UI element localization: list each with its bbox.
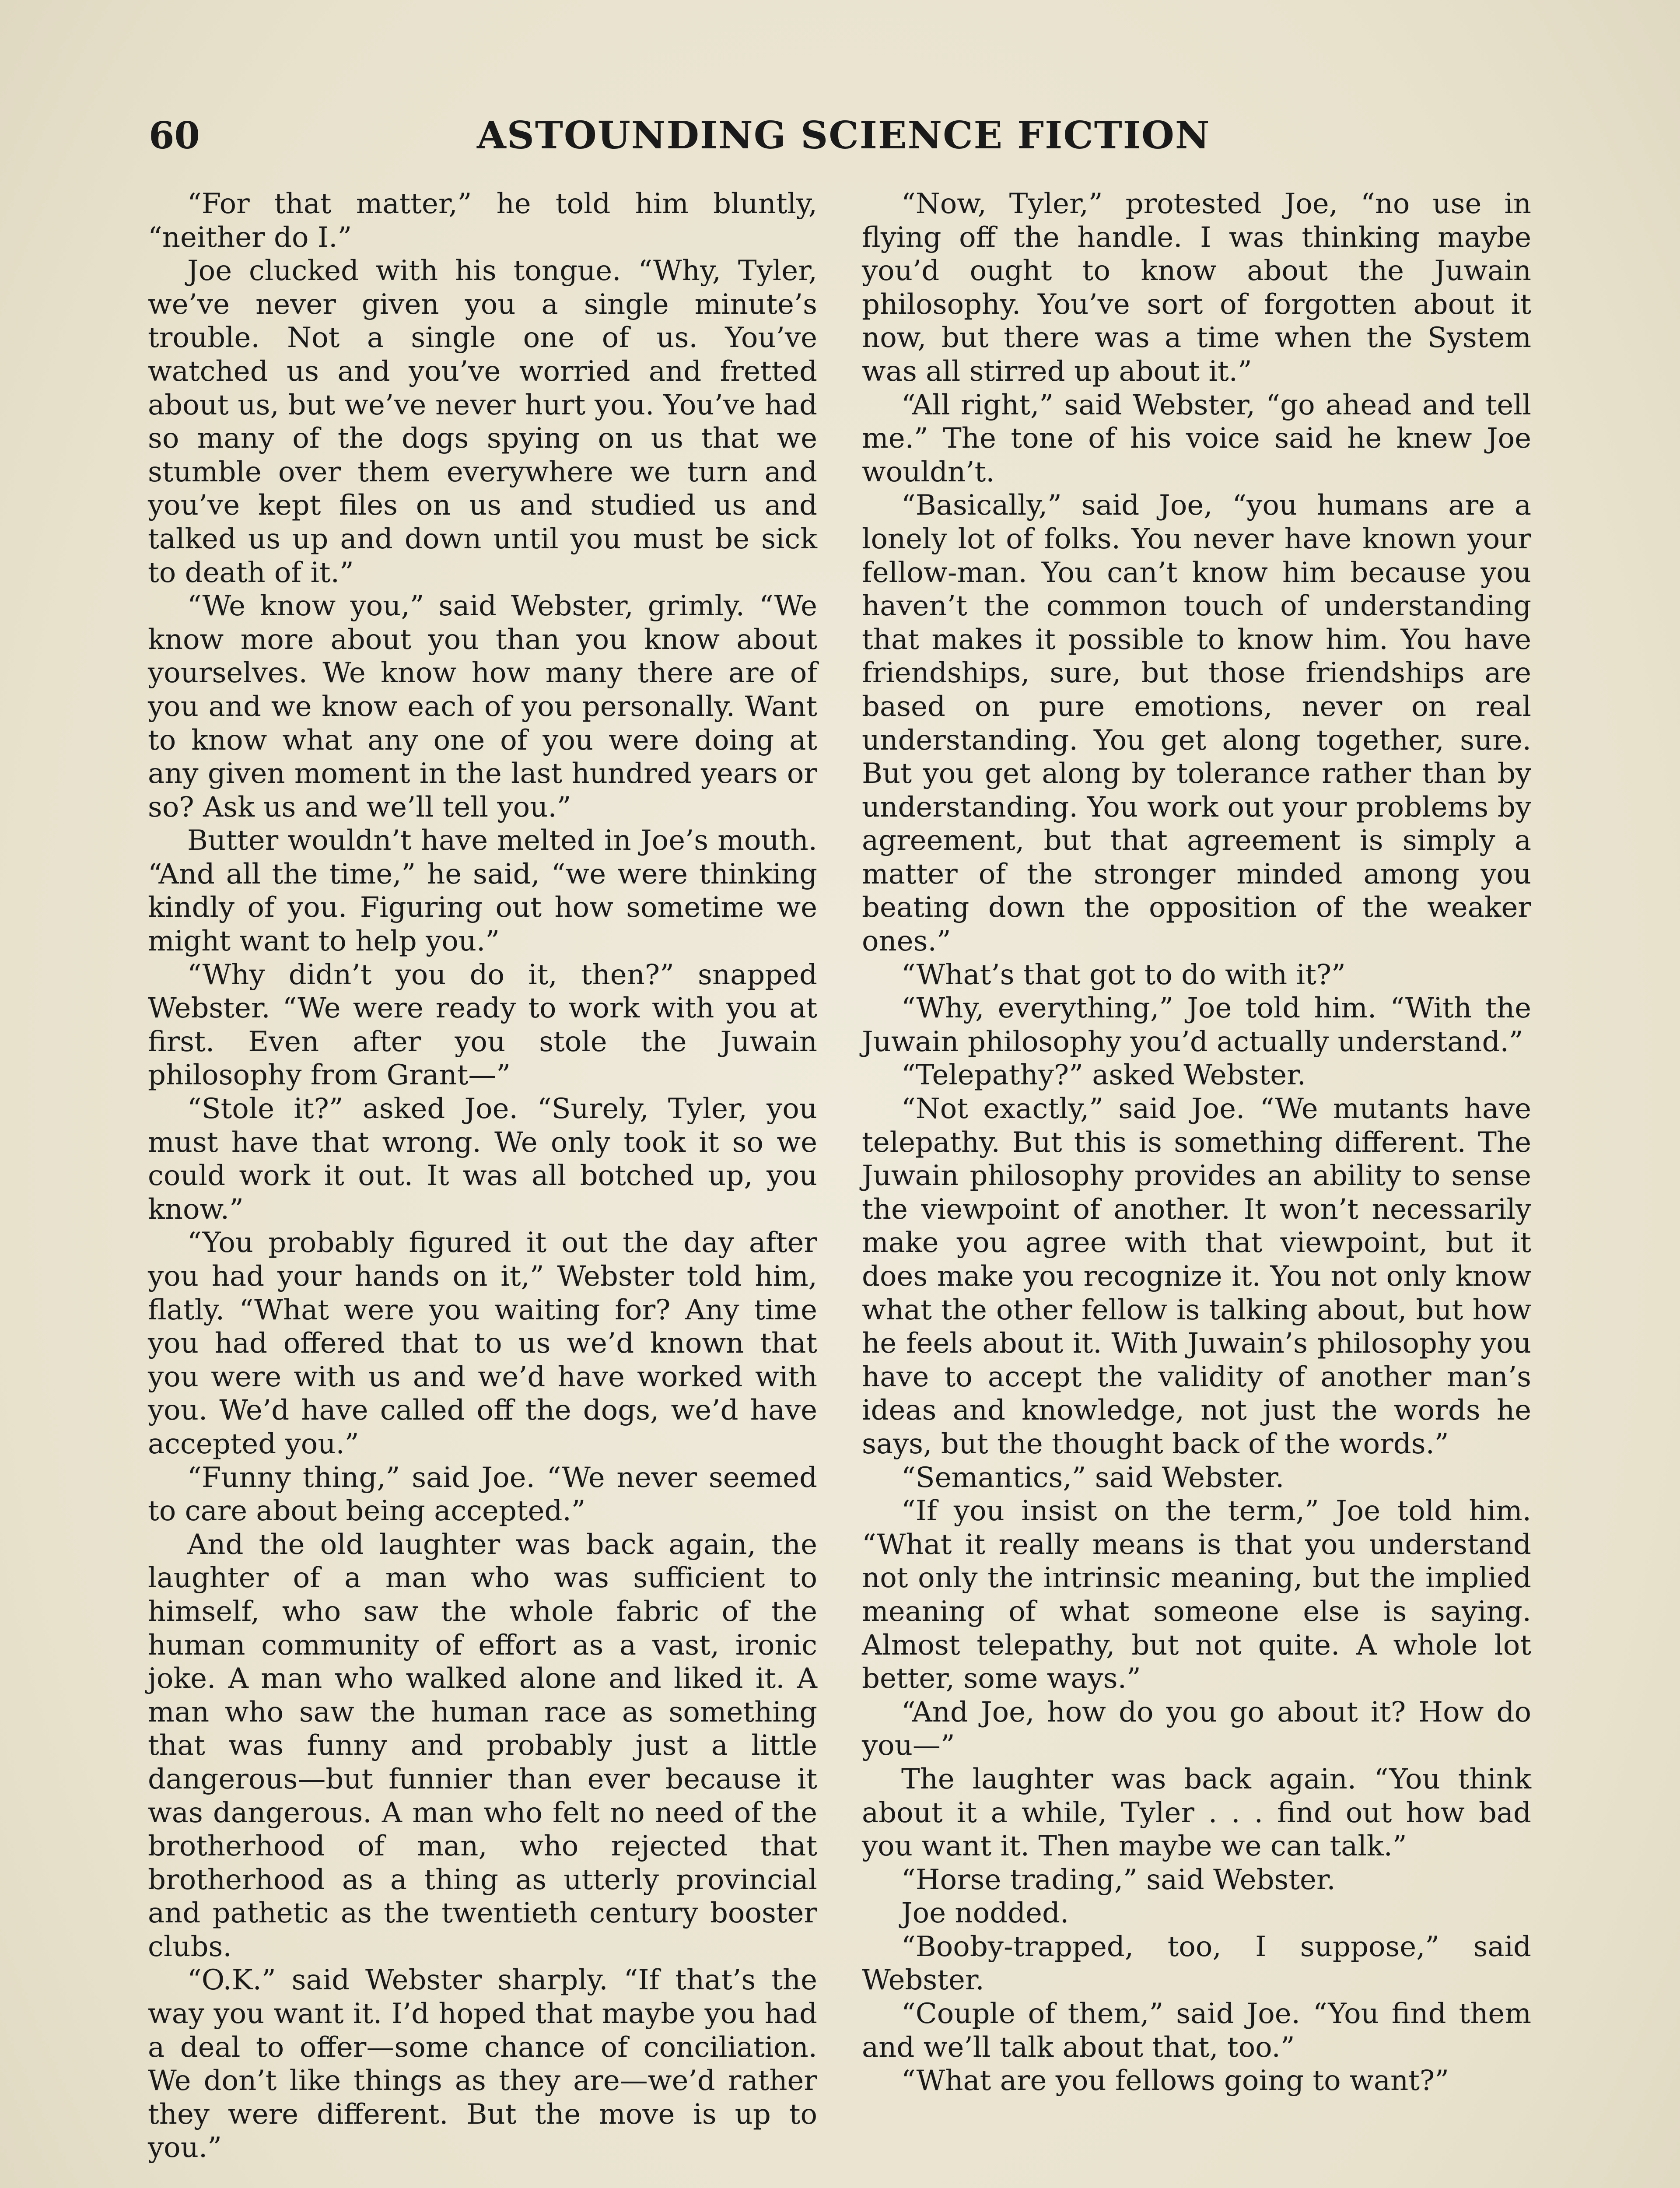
paragraph: The laughter was back again. “You think about it a while, Tyler . . . find out how bad you want it. Then maybe we can talk.” (862, 1763, 1531, 1863)
paragraph: “Telepathy?” asked Webster. (901, 1059, 1306, 1092)
paragraph: “What are you fellows going to want?” (901, 2065, 1449, 2097)
paragraph: “We know you,” said Webster, grimly. “We know more about you than you know about yourselves. We know how many there are of you and we know each of you personally. Want to know what any one of you were doing at any given moment in the last hundred years or so? Ask us and we’ll tell you.” (148, 590, 817, 824)
paragraph: “Semantics,” said Webster. (901, 1461, 1284, 1494)
paragraph: Butter wouldn’t have melted in Joe’s mouth. “And all the time,” he said, “we were thinking kindly of you. Figuring out how sometime we might want to help you.” (148, 824, 817, 958)
paragraph: “All right,” said Webster, “go ahead and tell me.” The tone of his voice said he knew Joe wouldn’t. (862, 389, 1531, 488)
paragraph: “Why didn’t you do it, then?” snapped Webster. “We were ready to work with you at first. Even after you stole the Juwain philosophy from Grant—” (148, 958, 817, 1092)
paragraph: “And Joe, how do you go about it? How do you—” (862, 1696, 1531, 1762)
paragraph: “You probably figured it out the day after you had your hands on it,” Webster told him, flatly. “What were you waiting for? Any time you had offered that to us we’d known that you were with us and we’d have worked with you. We’d have called off the dogs, we’d have accepted you.” (148, 1227, 817, 1460)
page-number: 60 (149, 114, 200, 157)
paragraph: “Now, Tyler,” protested Joe, “no use in flying off the handle. I was thinking maybe you’d ought to know about the Juwain philosophy. You’ve sort of forgotten about it now, but there was a time when the System was all stirred up about it.” (862, 188, 1531, 388)
running-title: ASTOUNDING SCIENCE FICTION (477, 113, 1211, 158)
paragraph: And the old laughter was back again, the laughter of a man who was sufficient to himself, who saw the whole fabric of the human community of effort as a vast, ironic joke. A man who walked alone and liked it. A man who saw the human race as something that was funny and probably just a little dangerous—but funnier than ever because it was dangerous. A man who felt no need of the brotherhood of man, who rejected that brotherhood as a thing as utterly provincial and pathetic as the twentieth century booster clubs. (148, 1528, 817, 1963)
paragraph: “Couple of them,” said Joe. “You find them and we’ll talk about that, too.” (862, 1998, 1531, 2064)
paragraph: “Funny thing,” said Joe. “We never seemed to care about being accepted.” (148, 1461, 817, 1528)
paragraph: “Horse trading,” said Webster. (901, 1863, 1336, 1896)
paragraph: “Booby-trapped, too, I suppose,” said Webster. (862, 1930, 1531, 1997)
paragraph: “Basically,” said Joe, “you humans are a lonely lot of folks. You never have known your fellow-man. You can’t know him because you haven’t the common touch of understanding that makes it possible to know him. You have friendships, sure, but those friendships are based on pure emotions, never on real understanding. You get along together, sure. But you get along by tolerance rather than by understanding. You work out your problems by agreement, but that agreement is simply a matter of the stronger minded among you beating down the opposition of the weaker ones.” (862, 489, 1531, 958)
paragraph: “For that matter,” he told him bluntly, “neither do I.” (148, 188, 817, 254)
right-column (862, 187, 1531, 2098)
paragraph: “Not exactly,” said Joe. “We mutants have telepathy. But this is something different. The Juwain philosophy provides an ability to sense the viewpoint of another. It won’t necessarily make you agree with that viewpoint, but it does make you recognize it. You not only know what the other fellow is talking about, but how he feels about it. With Juwain’s philosophy you have to accept the validity of another man’s ideas and knowledge, not just the words he says, but the thought back of the words.” (862, 1093, 1531, 1460)
paragraph: Joe nodded. (901, 1897, 1069, 1930)
paragraph: Joe clucked with his tongue. “Why, Tyler, we’ve never given you a single minute’s trouble. Not a single one of us. You’ve watched us and you’ve worried and fretted about us, but we’ve never hurt you. You’ve had so many of the dogs spying on us that we stumble over them everywhere we turn and you’ve kept files on us and studied us and talked us up and down until you must be sick to death of it.” (148, 255, 817, 589)
paragraph: “If you insist on the term,” Joe told him. “What it really means is that you understand not only the intrinsic meaning, but the implied meaning of what someone else is saying. Almost telepathy, but not quite. A whole lot better, some ways.” (862, 1495, 1531, 1695)
page-header (149, 103, 1452, 168)
paragraph: “Stole it?” asked Joe. “Surely, Tyler, you must have that wrong. We only took it so we could work it out. It was all botched up, you know.” (148, 1093, 817, 1226)
left-column (148, 187, 817, 2165)
paragraph: “What’s that got to do with it?” (901, 958, 1346, 991)
paragraph: “Why, everything,” Joe told him. “With the Juwain philosophy you’d actually understand.” (862, 992, 1531, 1058)
paragraph: “O.K.” said Webster sharply. “If that’s the way you want it. I’d hoped that maybe you had a deal to offer—some chance of conciliation. We don’t like things as they are—we’d rather they were different. But the move is up to you.” (148, 1964, 817, 2164)
